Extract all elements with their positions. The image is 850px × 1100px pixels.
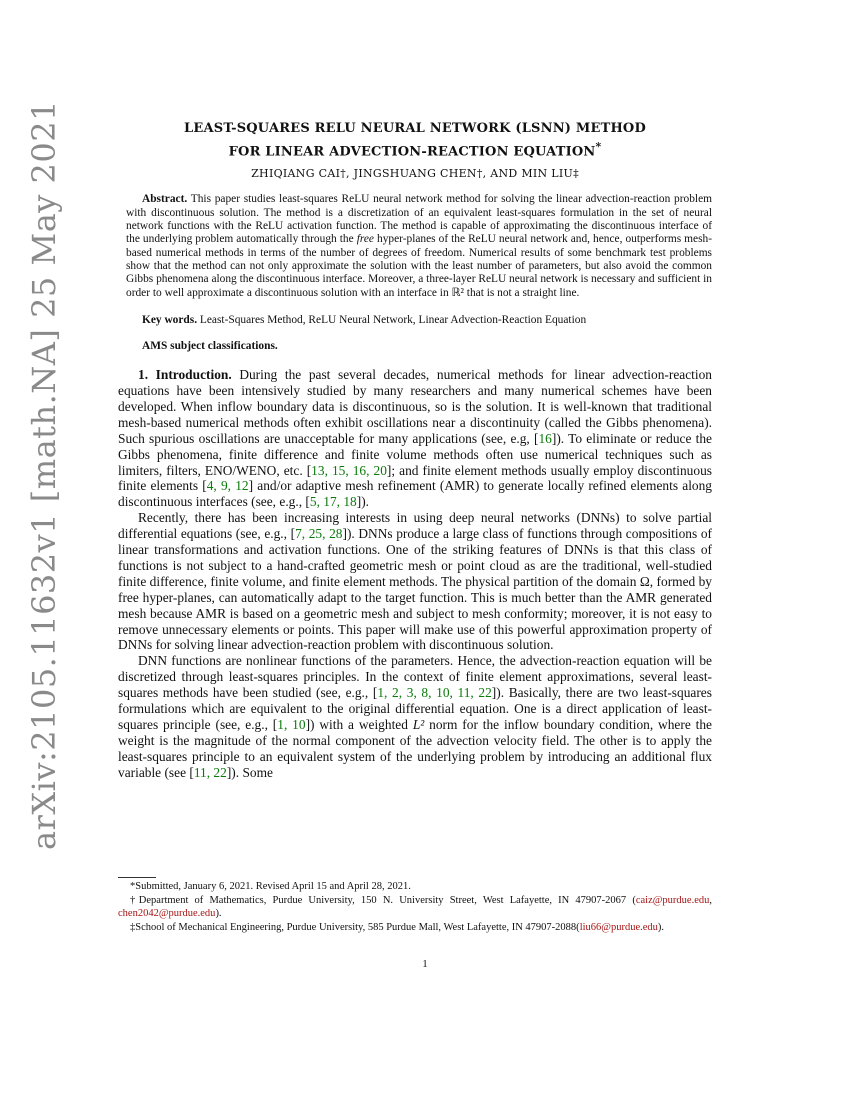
title-line-2: FOR LINEAR ADVECTION-REACTION EQUATION bbox=[228, 144, 596, 160]
citation-link[interactable]: 11, 22 bbox=[193, 764, 227, 780]
email-link[interactable]: caiz@purdue.edu bbox=[635, 894, 710, 906]
abstract-text-1: This paper studies least-squares ReLU neural network method for solving the linear advection-reaction problem with discontinuous solution. The method is a discretization of an equivalent least-squares formulation in the set of neural network functions with the ReLU activation function. The method is capable of approximating the discontinuous interface of the underlying problem automatically through the bbox=[126, 193, 712, 246]
footnote-3: ‡School of Mechanical Engineering, Purdue University, 585 Purdue Mall, West Lafayette, IN 47907-2088(liu66@purdue.edu). bbox=[130, 921, 665, 933]
email-link[interactable]: liu66@purdue.edu bbox=[579, 921, 658, 933]
ams-classifications: AMS subject classifications. bbox=[142, 340, 278, 353]
arxiv-stamp bbox=[20, 100, 68, 850]
abstract bbox=[118, 193, 712, 300]
citation-link[interactable]: 4, 9, 12 bbox=[206, 478, 249, 494]
citation-link[interactable]: 1, 10 bbox=[277, 717, 306, 733]
citation-link[interactable]: 7, 25, 28 bbox=[295, 526, 343, 542]
arxiv-id: arXiv:2105.11632v1 [math.NA] 25 May 2021 bbox=[25, 100, 63, 850]
paragraph-3: DNN functions are nonlinear functions of the parameters. Hence, the advection-reaction equation will be discretized through least-squares principles. In the context of finite element approximations, several least-squares methods have been studied (see, e.g., [1, 2, 3, 8, 10, 11, 22]). Basically, there are two least-squares formulations which are equivalent to the original differential equation. One is a direct application of least-squares principle (see, e.g., [1, 10]) with a weighted L² norm for the inflow boundary condition, where the weight is the magnitude of the normal component of the advection velocity field. The other is to apply the least-squares principle to an equivalent system of the underlying problem by introducing an additional flux variable (see [11, 22]). Some bbox=[118, 653, 712, 780]
abstract-text-2: hyper-planes of the ReLU neural network and, hence, outperforms mesh-based numerical methods in terms of the number of degrees of freedom. Numerical results of some benchmark test problems show that the method can not only approximate the solution with the least number of parameters, but also avoid the common Gibbs phenomena along the discontinuous interface. Moreover, a three-layer ReLU neural network is necessary and sufficient in order to well approximate a discontinuous solution with an interface in ℝ² that is not a straight line. bbox=[126, 233, 713, 299]
citation-link[interactable]: 13, 15, 16, 20 bbox=[311, 462, 387, 478]
citation-link[interactable]: 1, 2, 3, 8, 10, 11, 22 bbox=[377, 685, 492, 701]
keywords bbox=[118, 314, 712, 326]
abstract-italic: free bbox=[356, 233, 374, 246]
section-heading: 1. Introduction. bbox=[138, 367, 232, 383]
footnote-1: *Submitted, January 6, 2021. Revised April 15 and April 28, 2021. bbox=[130, 881, 411, 892]
paper-title bbox=[118, 120, 712, 161]
footnote-rule bbox=[118, 877, 156, 878]
citation-link[interactable]: 16 bbox=[538, 430, 552, 446]
keywords-label: Key words. bbox=[142, 314, 198, 327]
authors: ZHIQIANG CAI†, JINGSHUANG CHEN†, AND MIN LIU‡ bbox=[251, 167, 579, 181]
introduction bbox=[118, 367, 712, 781]
math-norm: L² bbox=[412, 717, 425, 733]
paragraph-1: 1. Introduction. During the past several decades, numerical methods for linear advection-reaction equations have been intensively studied by many researchers and many numerical schemes have been developed. When inflow boundary data is discontinuous, so is the solution. It is well-known that traditional mesh-based numerical methods often exhibit oscillations near a discontinuity (called the Gibbs phenomena). Such spurious oscillations are unacceptable for many applications (see, e.g, [16]). To eliminate or reduce the Gibbs phenomena, finite difference and finite volume methods often use numerical techniques such as limiters, filters, ENO/WENO, etc. [13, 15, 16, 20]; and finite element methods usually employ discontinuous finite elements [4, 9, 12] and/or adaptive mesh refinement (AMR) to generate locally refined elements along discontinuous interfaces (see, e.g., [5, 17, 18]). bbox=[118, 367, 712, 510]
paragraph-2: Recently, there has been increasing interests in using deep neural networks (DNNs) to solve partial differential equations (see, e.g., [7, 25, 28]). DNNs produce a large class of functions through compositions of linear transformations and activation functions. One of the striking features of DNNs is that this class of functions is not subject to a hand-crafted geometric mesh or point cloud as are the traditional, well-studied finite difference, finite volume, and finite element methods. The physical partition of the domain Ω, formed by free hyper-planes, can automatically adapt to the target function. This is much better than the AMR generated mesh because AMR is based on a geometric mesh and subject to mesh conformity; moreover, it is not easy to remove unnecessary elements or points. This paper will make use of this powerful approximation property of DNNs for solving linear advection-reaction problem with discontinuous solution. bbox=[118, 510, 712, 653]
title-footnote-mark: * bbox=[595, 140, 602, 153]
citation-link[interactable]: 5, 17, 18 bbox=[309, 494, 357, 510]
abstract-label: Abstract. bbox=[142, 193, 188, 206]
title-line-1: LEAST-SQUARES RELU NEURAL NETWORK (LSNN) METHOD bbox=[184, 121, 646, 136]
footnote-2: †Department of Mathematics, Purdue University, 150 N. University Street, West Lafayette, IN 47907-2067 (caiz@purdue.edu, chen2042@purdue.edu). bbox=[118, 894, 712, 920]
keywords-text: Least-Squares Method, ReLU Neural Network, Linear Advection-Reaction Equation bbox=[199, 314, 587, 327]
page-number: 1 bbox=[422, 958, 428, 970]
footnotes bbox=[118, 880, 712, 934]
paper-page bbox=[118, 120, 712, 781]
email-link[interactable]: chen2042@purdue.edu bbox=[118, 908, 216, 920]
